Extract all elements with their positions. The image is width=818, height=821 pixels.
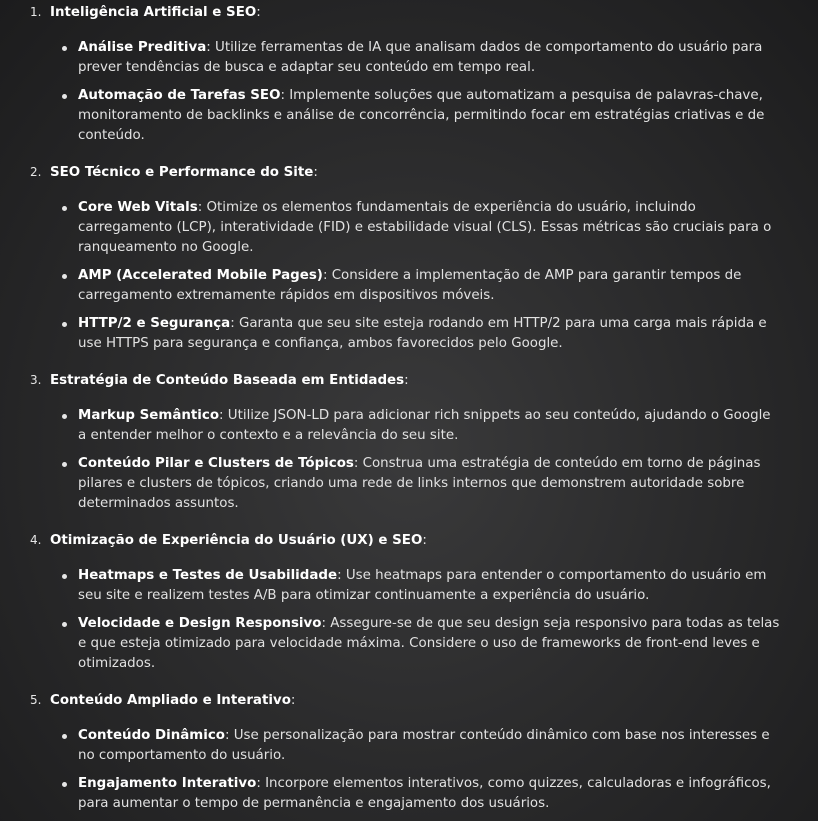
section-title: Conteúdo Ampliado e Interativo [50, 693, 291, 708]
section-4 [30, 530, 788, 690]
item-description: : Incorpore elementos interativos, como quizzes, calculadoras e infográficos, para aumentar o tempo de permanência e engajamento dos usuários. [78, 776, 771, 811]
item-term: Conteúdo Dinâmico [78, 728, 225, 743]
list-item [78, 314, 788, 354]
section-number: 3. [30, 373, 42, 387]
section-title: Otimização de Experiência do Usuário (UX) e SEO [50, 533, 423, 548]
item-term: AMP (Accelerated Mobile Pages) [78, 268, 323, 283]
section-number: 2. [30, 165, 42, 179]
item-term: Heatmaps e Testes de Usabilidade [78, 568, 338, 583]
bullet-list [30, 566, 788, 674]
item-description: : Garanta que seu site esteja rodando em HTTP/2 para uma carga mais rápida e use HTTPS para segurança e confiança, ambos favorecidos pelo Google. [78, 316, 767, 351]
section-number: 5. [30, 693, 42, 707]
item-description: : Use personalização para mostrar conteúdo dinâmico com base nos interesses e no comportamento do usuário. [78, 728, 770, 763]
section-1 [30, 2, 788, 162]
item-description: : Construa uma estratégia de conteúdo em torno de páginas pilares e clusters de tópicos, criando uma rede de links internos que demonstrem autoridade sobre determinados assuntos. [78, 456, 761, 511]
section-title: Estratégia de Conteúdo Baseada em Entidades [50, 373, 405, 388]
bullet-list [30, 198, 788, 354]
list-item [78, 726, 788, 766]
item-description: : Otimize os elementos fundamentais de experiência do usuário, incluindo carregamento (LCP), interatividade (FID) e estabilidade visual (CLS). Essas métricas são cruciais para o ranqueamento no Google. [78, 200, 772, 255]
list-item [78, 38, 788, 78]
section-colon: : [422, 533, 427, 548]
list-item [78, 266, 788, 306]
section-3 [30, 370, 788, 530]
item-term: Engajamento Interativo [78, 776, 257, 791]
list-item [78, 566, 788, 606]
section-heading [30, 2, 788, 22]
section-title: SEO Técnico e Performance do Site [50, 165, 314, 180]
item-term: Análise Preditiva [78, 40, 207, 55]
section-colon: : [290, 693, 296, 708]
section-heading [30, 530, 788, 550]
section-title: Inteligência Artificial e SEO [50, 5, 257, 20]
section-number: 4. [30, 533, 42, 547]
section-heading [30, 370, 788, 390]
list-item [78, 614, 788, 674]
list-item [78, 774, 788, 814]
item-description: : Implemente soluções que automatizam a pesquisa de palavras-chave, monitoramento de backlinks e análise de concorrência, permitindo focar em estratégias criativas e de conteúdo. [78, 88, 765, 143]
bullet-list [30, 406, 788, 514]
item-term: Automação de Tarefas SEO [78, 88, 281, 103]
item-term: Velocidade e Design Responsivo [78, 616, 322, 631]
item-description: : Considere a implementação de AMP para garantir tempos de carregamento extremamente rápidos em dispositivos móveis. [78, 268, 742, 303]
section-number: 1. [30, 5, 42, 19]
list-item [78, 198, 788, 258]
list-item [78, 86, 788, 146]
section-colon: : [256, 5, 261, 20]
section-heading [30, 690, 788, 710]
section-2 [30, 162, 788, 370]
section-colon: : [313, 165, 318, 180]
list-item [78, 454, 788, 514]
item-description: : Utilize ferramentas de IA que analisam dados de comportamento do usuário para prever tendências de busca e adaptar seu conteúdo em tempo real. [78, 40, 763, 75]
item-description: : Use heatmaps para entender o comportamento do usuário em seu site e realizem testes A/B para otimizar continuamente a experiência do usuário. [78, 568, 767, 603]
item-term: HTTP/2 e Segurança [78, 316, 231, 331]
item-description: : Utilize JSON-LD para adicionar rich snippets ao seu conteúdo, ajudando o Google a entender melhor o contexto e a relevância do seu site. [78, 408, 771, 443]
section-heading [30, 162, 788, 182]
item-term: Core Web Vitals [78, 200, 198, 215]
bullet-list [30, 38, 788, 146]
item-term: Conteúdo Pilar e Clusters de Tópicos [78, 456, 354, 471]
list-item [78, 406, 788, 446]
section-5 [30, 690, 788, 814]
item-description: : Assegure-se de que seu design seja responsivo para todas as telas e que esteja otimizado para velocidade máxima. Considere o uso de frameworks de front-end leves e otimizados. [78, 616, 780, 671]
bullet-list [30, 726, 788, 814]
item-term: Markup Semântico [78, 408, 220, 423]
section-colon: : [404, 373, 409, 388]
